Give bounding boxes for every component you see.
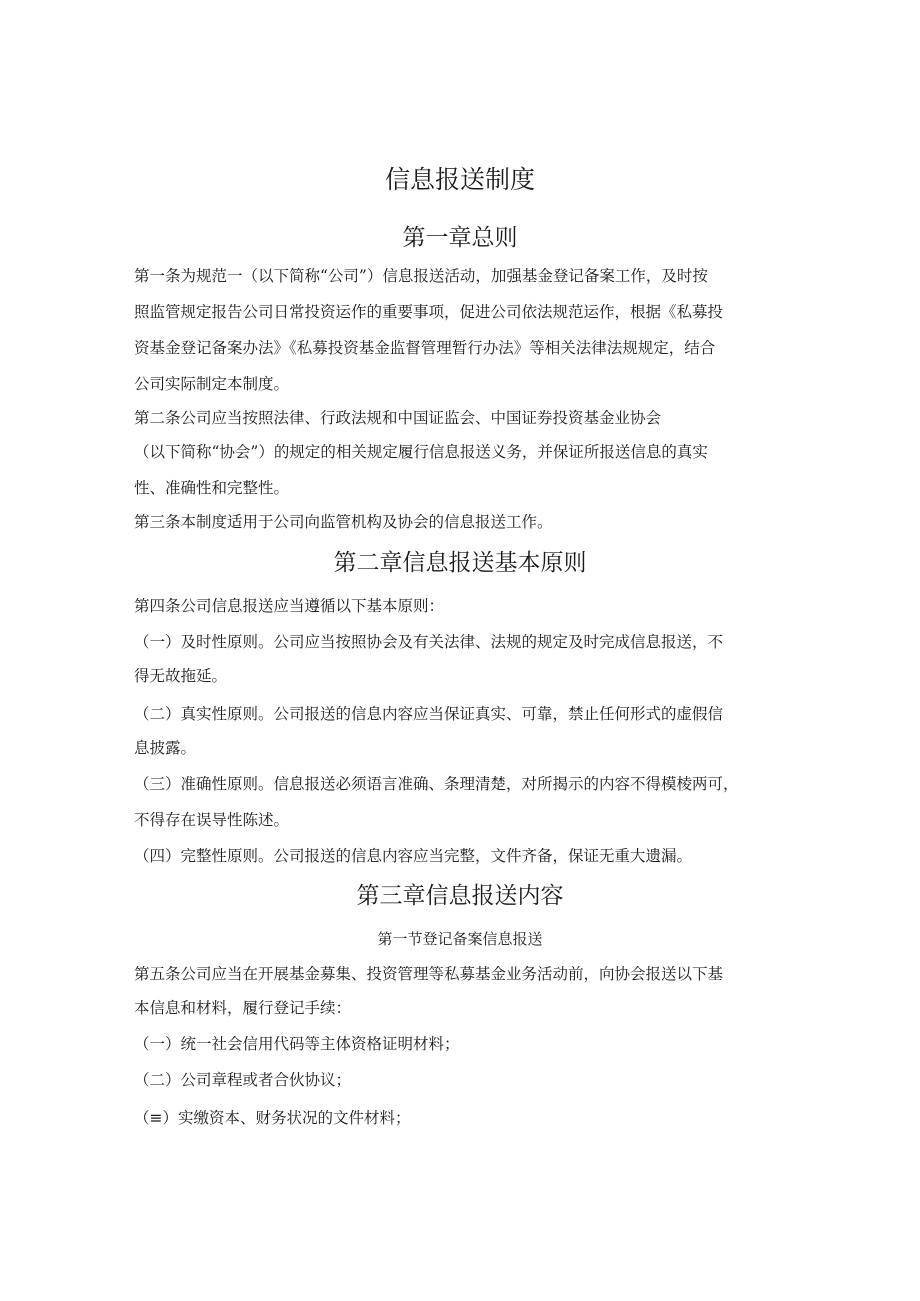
paragraph-line: 息披露。 — [134, 739, 197, 757]
paragraph-line: 公司实际制定本制度。 — [134, 375, 290, 393]
paragraph-line: 照监管规定报告公司日常投资运作的重要事项，促进公司依法规范运作，根据《私募投 — [134, 303, 724, 321]
chapter-2-heading: 第二章信息报送基本原则 — [333, 550, 587, 576]
paragraph-line: 不得存在误导性陈述。 — [134, 811, 290, 829]
paragraph-line: 第四条公司信息报送应当遵循以下基本原则： — [134, 597, 445, 615]
paragraph-line: 得无故拖延。 — [134, 667, 228, 685]
paragraph-line: 资基金登记备案办法》《私募投资基金监督管理暂行办法》等相关法律法规规定，结合 — [134, 339, 716, 357]
list-item: （二）公司章程或者合伙协议； — [134, 1071, 352, 1089]
document-title: 信息报送制度 — [384, 165, 535, 194]
paragraph-line: 第五条公司应当在开展基金募集、投资管理等私募基金业务活动前，向协会报送以下基 — [134, 965, 724, 983]
section-1-heading: 第一节登记备案信息报送 — [377, 930, 543, 948]
paragraph-line: 第三条本制度适用于公司向监管机构及协会的信息报送工作。 — [134, 513, 553, 531]
chapter-3-heading: 第三章信息报送内容 — [356, 883, 564, 909]
list-item: （三）准确性原则。信息报送必须语言准确、条理清楚，对所揭示的内容不得模棱两可， — [134, 775, 739, 793]
list-item: （二）真实性原则。公司报送的信息内容应当保证真实、可靠，禁止任何形式的虚假信 — [134, 705, 724, 723]
paragraph-line: （以下简称“协会”）的规定的相关规定履行信息报送义务，并保证所报送信息的真实 — [134, 443, 708, 461]
paragraph-line: 本信息和材料，履行登记手续： — [134, 999, 352, 1017]
list-item: （一）及时性原则。公司应当按照协会及有关法律、法规的规定及时完成信息报送，不 — [134, 633, 724, 651]
paragraph-line: 第二条公司应当按照法律、行政法规和中国证监会、中国证券投资基金业协会 — [134, 409, 662, 427]
list-item: （≡）实缴资本、财务状况的文件材料； — [134, 1109, 411, 1127]
paragraph-line: 性、准确性和完整性。 — [134, 479, 290, 497]
paragraph-line: 第一条为规范一（以下简称“公司”）信息报送活动，加强基金登记备案工作，及时按 — [134, 267, 708, 285]
list-item: （四）完整性原则。公司报送的信息内容应当完整，文件齐备，保证无重大遗漏。 — [134, 847, 693, 865]
chapter-1-heading: 第一章总则 — [402, 225, 518, 251]
list-item: （一）统一社会信用代码等主体资格证明材料； — [134, 1035, 460, 1053]
